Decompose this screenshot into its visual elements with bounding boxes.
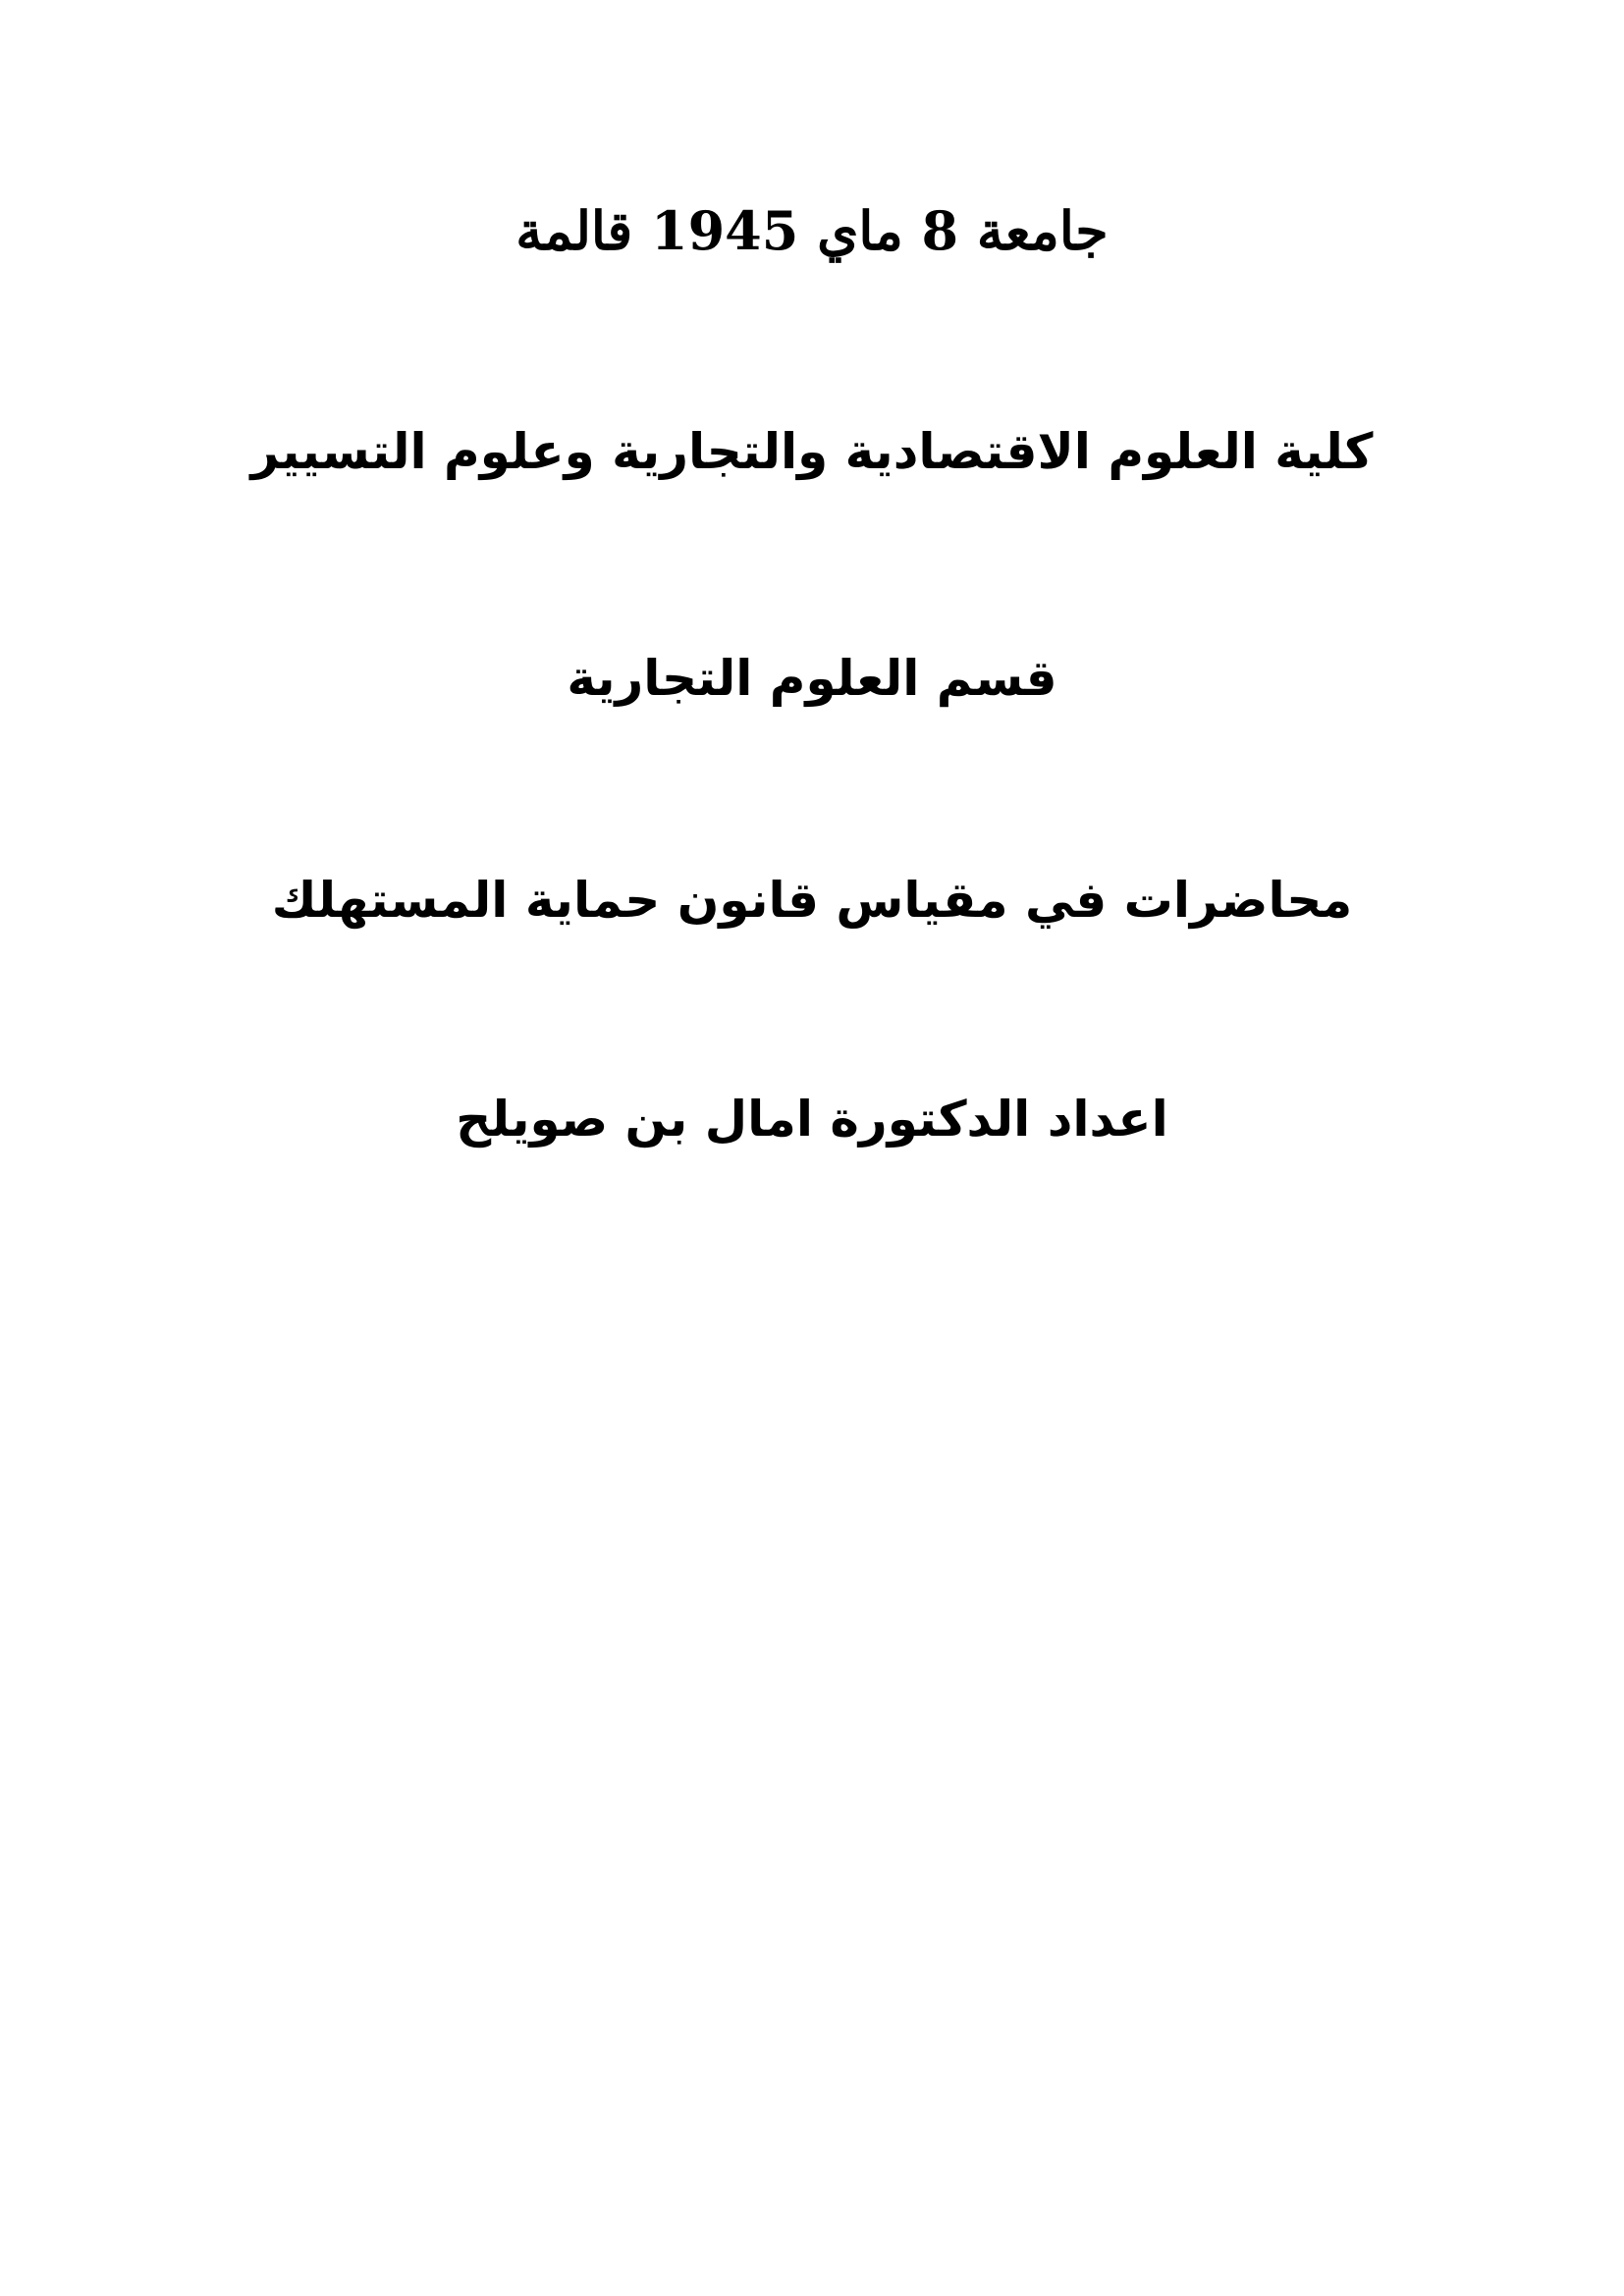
department-name: قسم العلوم التجارية	[567, 650, 1057, 707]
lectures-title: محاضرات في مقياس قانون حماية المستهلك	[271, 872, 1353, 929]
university-name: جامعة 8 ماي 1945 قالمة	[515, 199, 1109, 262]
author-line: اعداد الدكتورة امال بن صويلح	[456, 1091, 1168, 1148]
faculty-name: كلية العلوم الاقتصادية والتجارية وعلوم التسيير	[250, 423, 1374, 480]
